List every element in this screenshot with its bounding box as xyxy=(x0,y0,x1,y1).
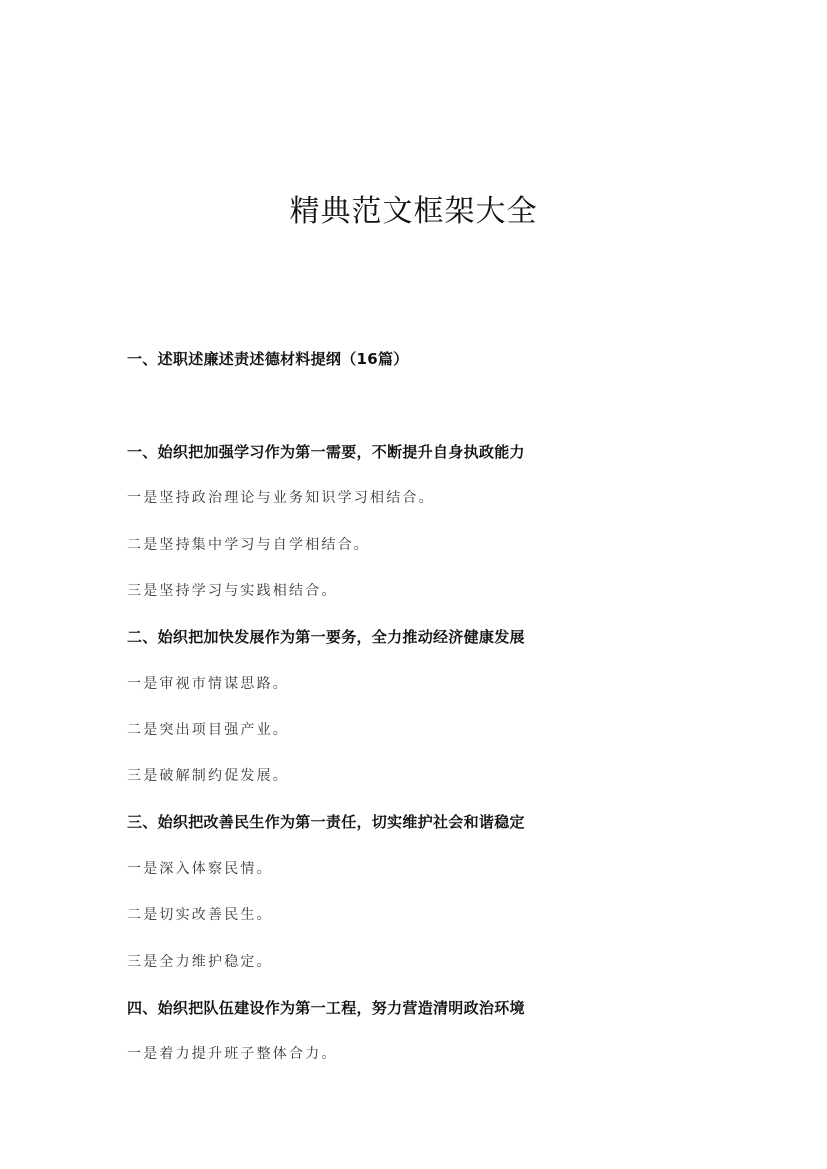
list-item: 一是审视市情谋思路。 xyxy=(127,676,289,692)
list-item: 一是坚持政治理论与业务知识学习相结合。 xyxy=(127,490,435,506)
list-item: 一是深入体察民情。 xyxy=(127,861,273,877)
list-item: 二是突出项目强产业。 xyxy=(127,722,289,738)
section-heading: 四、始织把队伍建设作为第一工程，努力营造清明政治环境 xyxy=(127,999,525,1017)
document-title: 精典范文框架大全 xyxy=(289,194,538,229)
part-heading: 一、述职述廉述责述德材料提纲（16篇） xyxy=(127,350,409,368)
list-item: 一是着力提升班子整体合力。 xyxy=(127,1046,338,1062)
section-heading: 二、始织把加快发展作为第一要务，全力推动经济健康发展 xyxy=(127,628,525,646)
list-item: 三是全力维护稳定。 xyxy=(127,954,273,970)
section-heading: 一、始织把加强学习作为第一需要，不断提升自身执政能力 xyxy=(127,443,525,461)
section-heading: 三、始织把改善民生作为第一责任，切实维护社会和谐稳定 xyxy=(127,813,525,831)
list-item: 三是破解制约促发展。 xyxy=(127,768,289,784)
list-item: 二是切实改善民生。 xyxy=(127,907,273,923)
list-item: 三是坚持学习与实践相结合。 xyxy=(127,583,338,599)
list-item: 二是坚持集中学习与自学相结合。 xyxy=(127,537,370,553)
